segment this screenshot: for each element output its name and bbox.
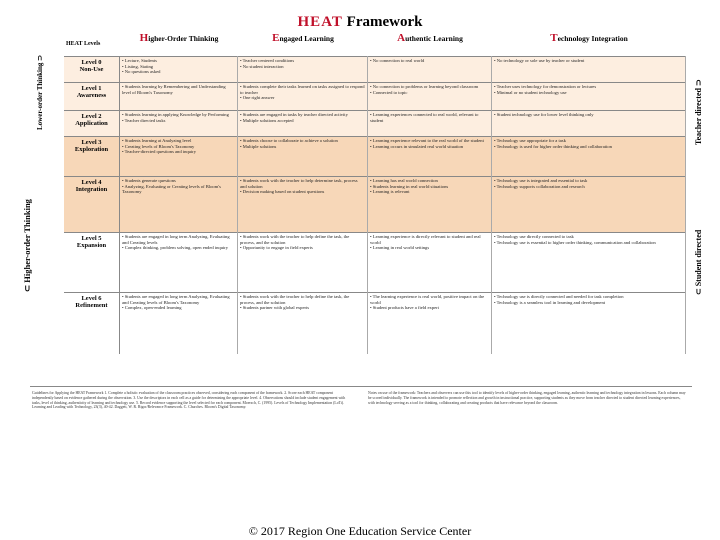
header-technology: Technology Integration (550, 32, 628, 44)
table-cell: • Student technology use for lower level thinking only (492, 110, 686, 136)
table-cell: • The learning experience is real world, positive impact on the world • Student products have a field expert (368, 292, 492, 354)
table-cell: • Students choose to collaborate to achieve a solution • Multiple solutions (238, 136, 368, 176)
higher-order-thinking-label: ⊂ Higher-order Thinking (22, 199, 32, 292)
table-cell: • Students are engaged in long term Analyzing, Evaluating and Creating levels of Bloom's Taxonomy • Complex, open-ended learning (120, 292, 238, 354)
title-heat: HEAT (297, 14, 343, 30)
table-cell: • Students are engaged in tasks by teacher directed activity • Multiple solutions accepted (238, 110, 368, 136)
heat-table (64, 34, 686, 382)
table-cell: • Learning experiences connected to real world, relevant to student (368, 110, 492, 136)
table-cell: • Learning experience relevant to the real world of the student • Learning occurs in simulated real world situation (368, 136, 492, 176)
page-title (0, 14, 720, 31)
copyright-footer: © 2017 Region One Education Service Center (248, 524, 472, 538)
table-header (64, 34, 686, 54)
level-label: Level 0 Non-Use (64, 56, 120, 82)
notes-left: Guidelines for Applying the HEAT Framework 1. Complete a holistic evaluation of the classroom practices observed, considering each component of the framework. 2. Score each HEAT component independently based on evidence gathered during the observation. 3. Use the descriptors in each cell as a guide for determining the appropriate level. 4. Observations should include student engagement with tasks, level of thinking, authenticity of learning and technology use. 5. Record evidence supporting the level selected for each component. Moersch, C. (1995). Levels of Technology Implementation (LoTi). Learning and Leading with Technology, 23(3), 40-42. Daggett, W. R. Rigor/Relevance Framework. C. Churches. Bloom's Digital Taxonomy. (32, 391, 346, 410)
header-authentic: Authentic Learning (397, 32, 463, 44)
level-label: Level 6 Refinement (64, 292, 120, 354)
header-levels: HEAT Levels (66, 41, 101, 47)
table-cell: • Students generate questions • Analyzing, Evaluating or Creating levels of Bloom's Taxonomy (120, 176, 238, 232)
table-cell: • Students learning by Remembering and Understanding level of Bloom's Taxonomy (120, 82, 238, 110)
level-label: Level 5 Expansion (64, 232, 120, 292)
table-cell: • Learning has real world connection • Students learning in real world situations • Learning is relevant (368, 176, 492, 232)
table-row (64, 292, 686, 354)
table-cell: • Lecture, Students • Listing, Stating • No questions asked (120, 56, 238, 82)
table-cell: • Technology use is directly connected and needed for task completion • Technology is a seamless tool in learning and development (492, 292, 686, 354)
table-cell: • Teacher uses technology for demonstration or lectures • Minimal or no student technology use (492, 82, 686, 110)
arrow-up-icon: ⊂ (22, 282, 32, 292)
table-cell: • No connection to real world (368, 56, 492, 82)
table-cell: • No technology or sole use by teacher or student (492, 56, 686, 82)
table-row (64, 110, 686, 136)
header-engaged: Engaged Learning (272, 32, 334, 44)
table-row (64, 232, 686, 292)
table-cell: • Students learning in applying Knowledge by Performing • Teacher directed tasks (120, 110, 238, 136)
arrow-icon: ⊃ (694, 79, 703, 89)
table-cell: • Students work with the teacher to help determine task, process and solution • Decision making based on student questions (238, 176, 368, 232)
notes-right: Notes on use of the framework: Teachers and observers can use this tool to identify levels of higher-order thinking, engaged learning, authentic learning and technology integration in lessons. Each column may be scored individually. The framework is intended to promote reflection and growth in instructional practice, supporting students as they move from teacher directed to student directed learning experiences, with technology serving as a tool for thinking, collaborating and creating products that have relevance beyond the classroom. (368, 391, 686, 405)
table-cell: • Learning experience is directly relevant to student and real world • Learning in real world settings (368, 232, 492, 292)
level-label: Level 1 Awareness (64, 82, 120, 110)
lower-order-thinking-label: Lower-order Thinking ⊃ (36, 55, 44, 130)
table-cell: • Students are engaged in long term Analyzing, Evaluating and Creating levels • Complex thinking, problem solving, open ended inquiry (120, 232, 238, 292)
table-row (64, 56, 686, 82)
arrow-down-icon: ⊃ (36, 55, 44, 63)
table-cell: • Technology use appropriate for a task • Technology is used for higher order thinking and collaboration (492, 136, 686, 176)
arrow-icon: ⊂ (694, 286, 703, 295)
title-framework: Framework (346, 14, 423, 30)
table-cell: • Students complete their tasks learned on tasks assigned to respond to teacher • One right answer (238, 82, 368, 110)
table-cell: • Technology use is integrated and essential to task • Technology supports collaboration and research (492, 176, 686, 232)
table-cell: • Technology use directly connected to task • Technology use is essential to higher order thinking, communication and collaboration (492, 232, 686, 292)
right-axis-labels (690, 55, 714, 295)
left-axis-labels (20, 55, 60, 300)
table-cell: • No connection to problems or learning beyond classroom • Connected to topic (368, 82, 492, 110)
level-label: Level 4 Integration (64, 176, 120, 232)
header-higher-order: Higher-Order Thinking (139, 32, 219, 44)
notes-section (30, 386, 692, 517)
level-label: Level 3 Exploration (64, 136, 120, 176)
table-cell: • Teacher centered conditions • No student interaction (238, 56, 368, 82)
level-label: Level 2 Application (64, 110, 120, 136)
table-cell: • Students work with the teacher to help define the task, the process, and the solution • Opportunity to engage in field experts (238, 232, 368, 292)
teacher-directed-label: Teacher directed ⊃ (694, 79, 703, 145)
table-row (64, 136, 686, 176)
table-row (64, 82, 686, 110)
table-row (64, 176, 686, 232)
table-cell: • Students learning at Analyzing level • Creating levels of Bloom's Taxonomy • Teacher-directed questions and inquiry (120, 136, 238, 176)
student-directed-label: ⊂ Student directed (694, 229, 703, 295)
table-cell: • Students work with the teacher to help define the task, the process, and the solution • Students partner with global experts (238, 292, 368, 354)
